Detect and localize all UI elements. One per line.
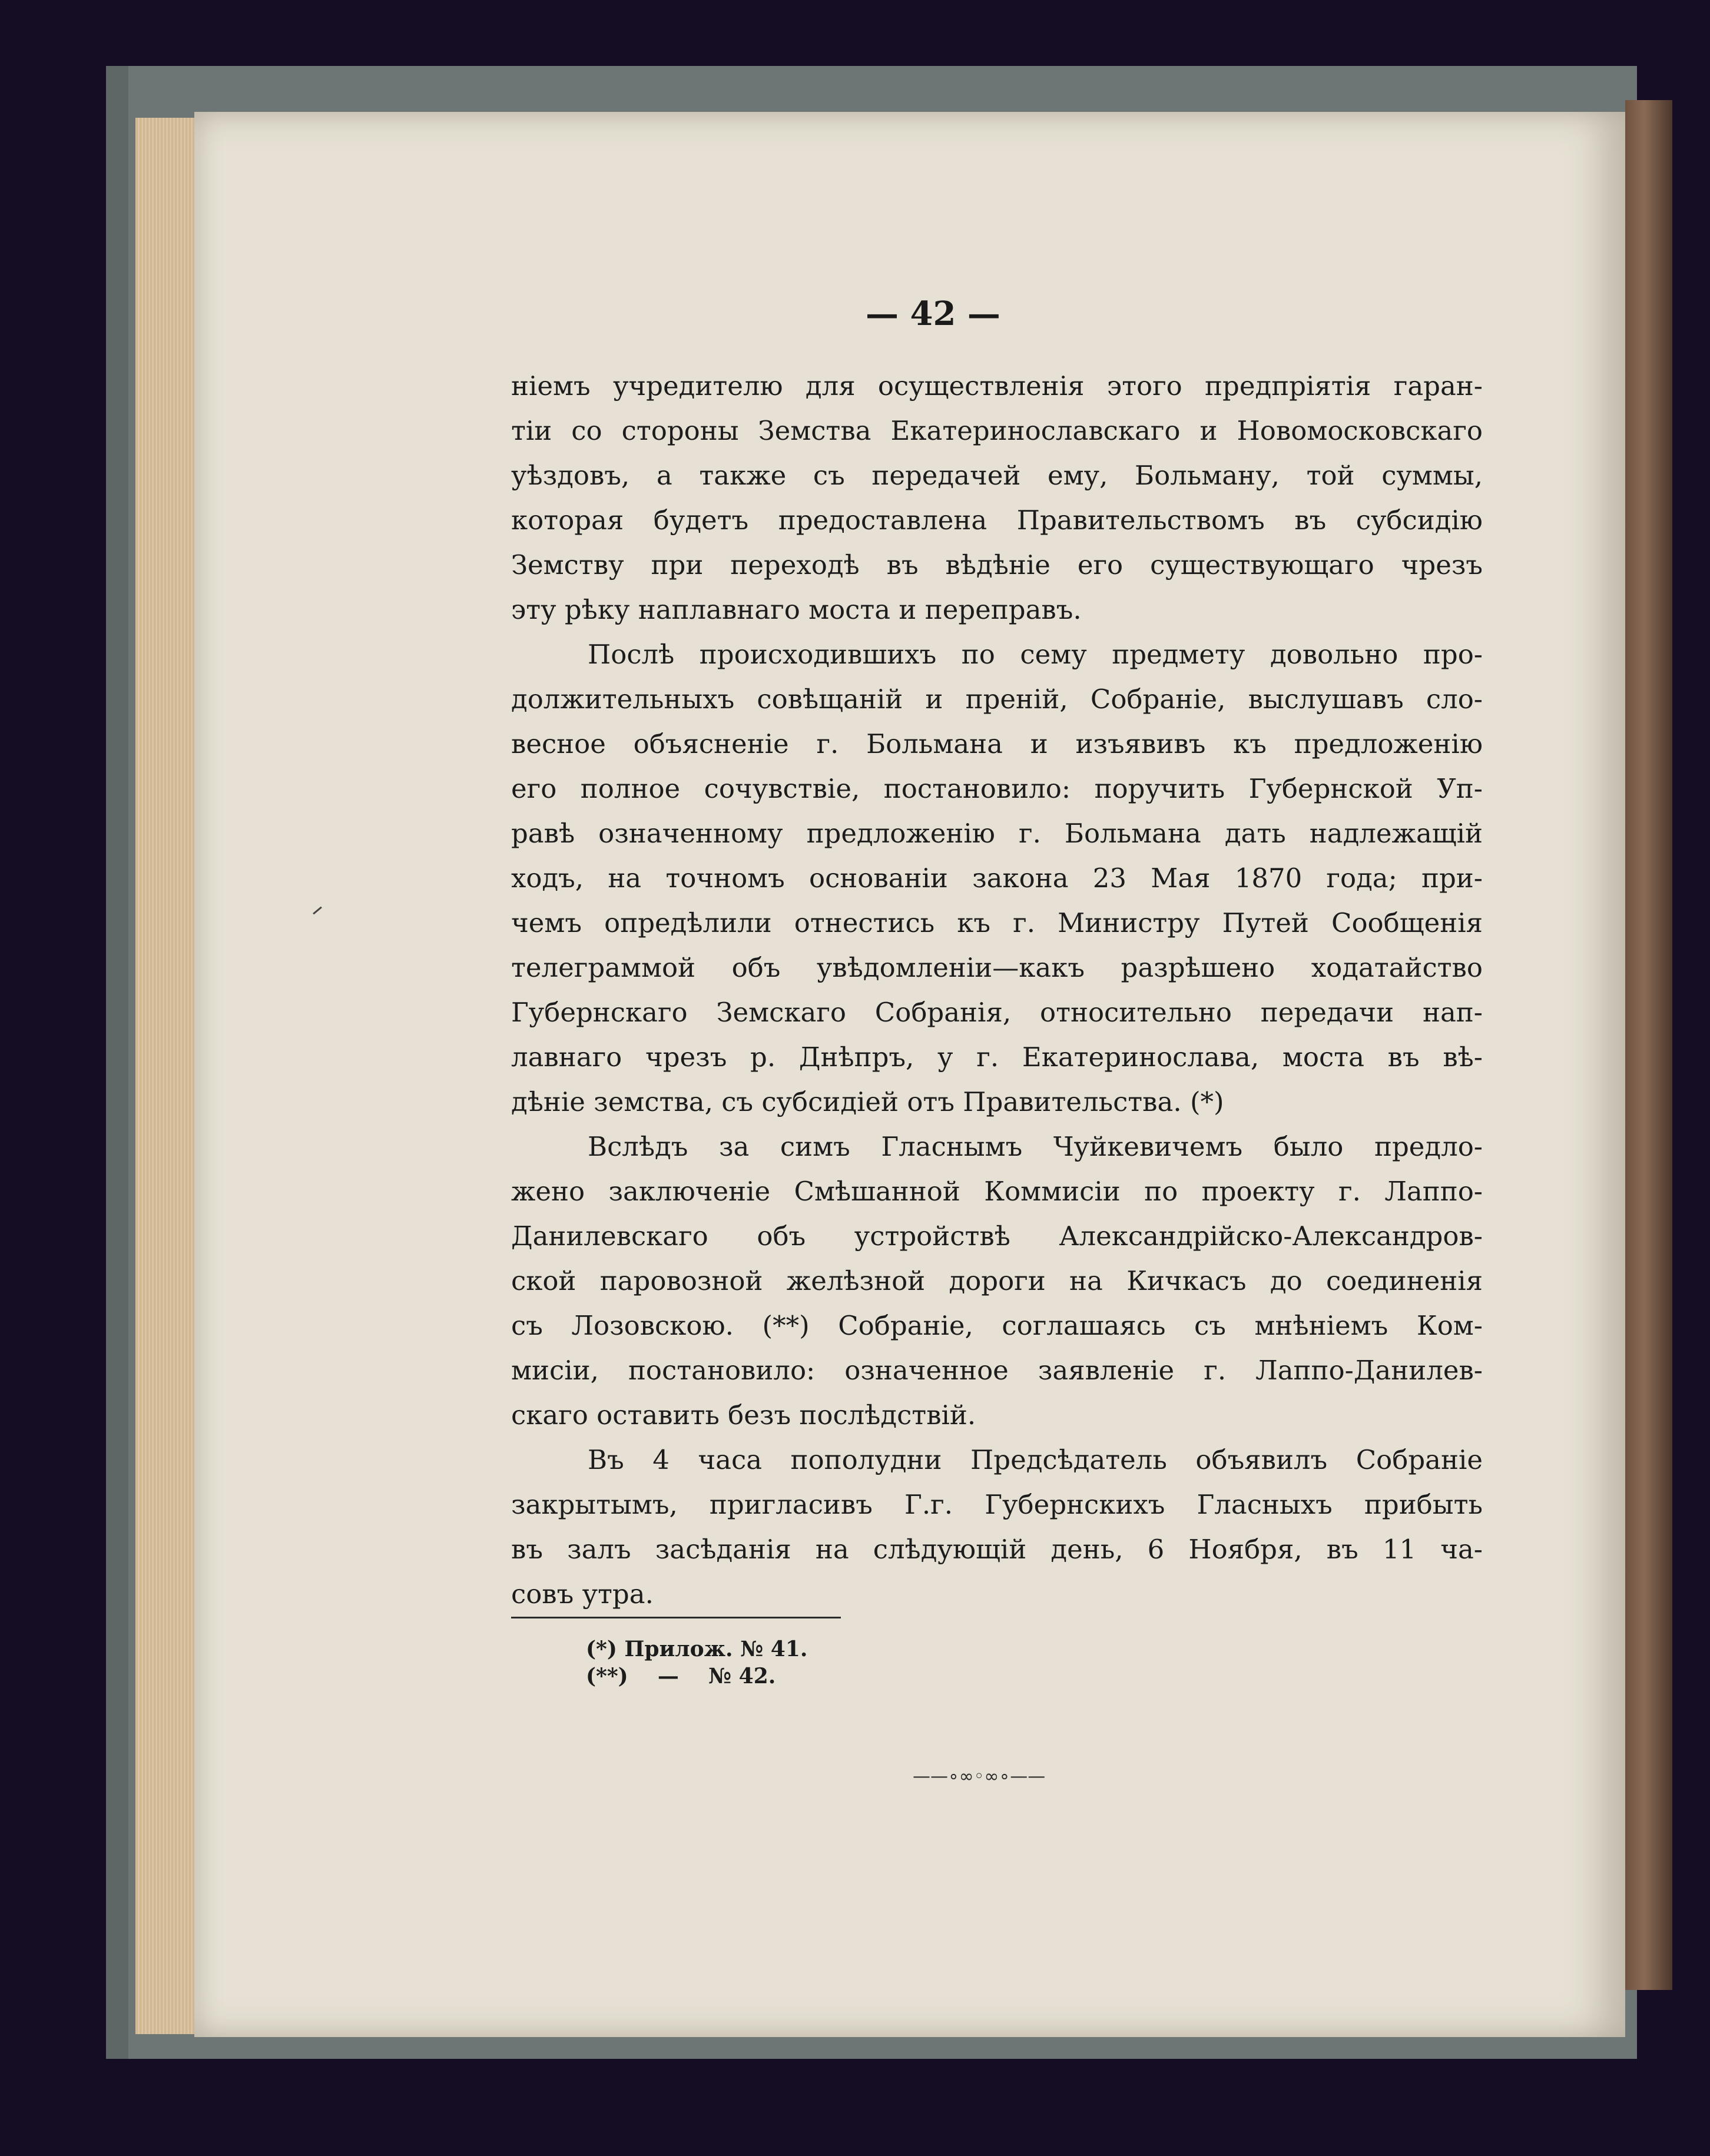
- body-text: [511, 364, 1483, 1617]
- text-line: весное объясненіе г. Больмана и изъявивъ къ предложенію: [511, 728, 1483, 759]
- end-ornament: ——∘∞◦∞∘——: [913, 1766, 1046, 1787]
- text-line: Послѣ происходившихъ по сему предмету довольно про-: [588, 639, 1483, 670]
- text-line: скаго оставить безъ послѣдствій.: [511, 1399, 976, 1431]
- page-number-header: — 42 —: [866, 294, 1000, 333]
- text-line: дѣніе земства, съ субсидіей отъ Правительства. (*): [511, 1086, 1224, 1117]
- text-line: ніемъ учредителю для осуществленія этого предпріятія гаран-: [511, 370, 1483, 402]
- text-line: Вслѣдъ за симъ Гласнымъ Чуйкевичемъ было предло-: [588, 1131, 1483, 1162]
- text-line: телеграммой объ увѣдомленіи—какъ разрѣшено ходатайство: [511, 952, 1483, 983]
- text-line: эту рѣку наплавнаго моста и переправъ.: [511, 594, 1082, 625]
- footnote-rule: [511, 1617, 841, 1618]
- text-line: должительныхъ совѣщаній и преній, Собраніе, выслушавъ сло-: [511, 684, 1483, 715]
- text-line: закрытымъ, пригласивъ Г.г. Губернскихъ Гласныхъ прибыть: [511, 1489, 1483, 1520]
- text-line: въ залъ засѣданія на слѣдующій день, 6 Ноября, въ 11 ча-: [511, 1534, 1483, 1565]
- footnote: (**) — № 42.: [586, 1664, 776, 1689]
- text-line: равѣ означенному предложенію г. Больмана дать надлежащій: [511, 818, 1483, 849]
- footnote: (*) Прилож. № 41.: [586, 1637, 808, 1661]
- footnotes: [586, 1636, 807, 1690]
- book-cover-edge: [106, 66, 128, 2059]
- text-line: Земству при переходѣ въ вѣдѣніе его существующаго чрезъ: [511, 549, 1483, 581]
- text-line: ходъ, на точномъ основаніи закона 23 Мая 1870 года; при-: [511, 863, 1483, 894]
- text-line: мисіи, постановило: означенное заявленіе г. Лаппо-Данилев-: [511, 1355, 1483, 1386]
- text-line: Въ 4 часа пополудни Предсѣдатель объявилъ Собраніе: [588, 1444, 1483, 1475]
- text-line: ской паровозной желѣзной дороги на Кичкасъ до соединенія: [511, 1265, 1483, 1296]
- text-line: чемъ опредѣлили отнестись къ г. Министру Путей Сообщенія: [511, 907, 1483, 938]
- text-line: жено заключеніе Смѣшанной Коммисіи по проекту г. Лаппо-: [511, 1176, 1483, 1207]
- text-line: уѣздовъ, а также съ передачей ему, Больману, той суммы,: [511, 460, 1483, 491]
- text-line: его полное сочувствіе, постановило: поручить Губернской Уп-: [511, 773, 1483, 804]
- adjacent-page-edge: [1625, 100, 1672, 1990]
- text-line: которая будетъ предоставлена Правительствомъ въ субсидію: [511, 505, 1483, 536]
- text-line: Губернскаго Земскаго Собранія, относительно передачи нап-: [511, 997, 1483, 1028]
- text-line: совъ утра.: [511, 1578, 654, 1610]
- text-line: съ Лозовскою. (**) Собраніе, соглашаясь съ мнѣніемъ Ком-: [511, 1310, 1483, 1341]
- text-line: лавнаго чрезъ р. Днѣпръ, у г. Екатеринослава, моста въ вѣ-: [511, 1041, 1483, 1073]
- text-line: Данилевскаго объ устройствѣ Александрійско-Александров-: [511, 1220, 1483, 1252]
- text-line: тіи со стороны Земства Екатеринославскаго и Новомосковскаго: [511, 415, 1483, 446]
